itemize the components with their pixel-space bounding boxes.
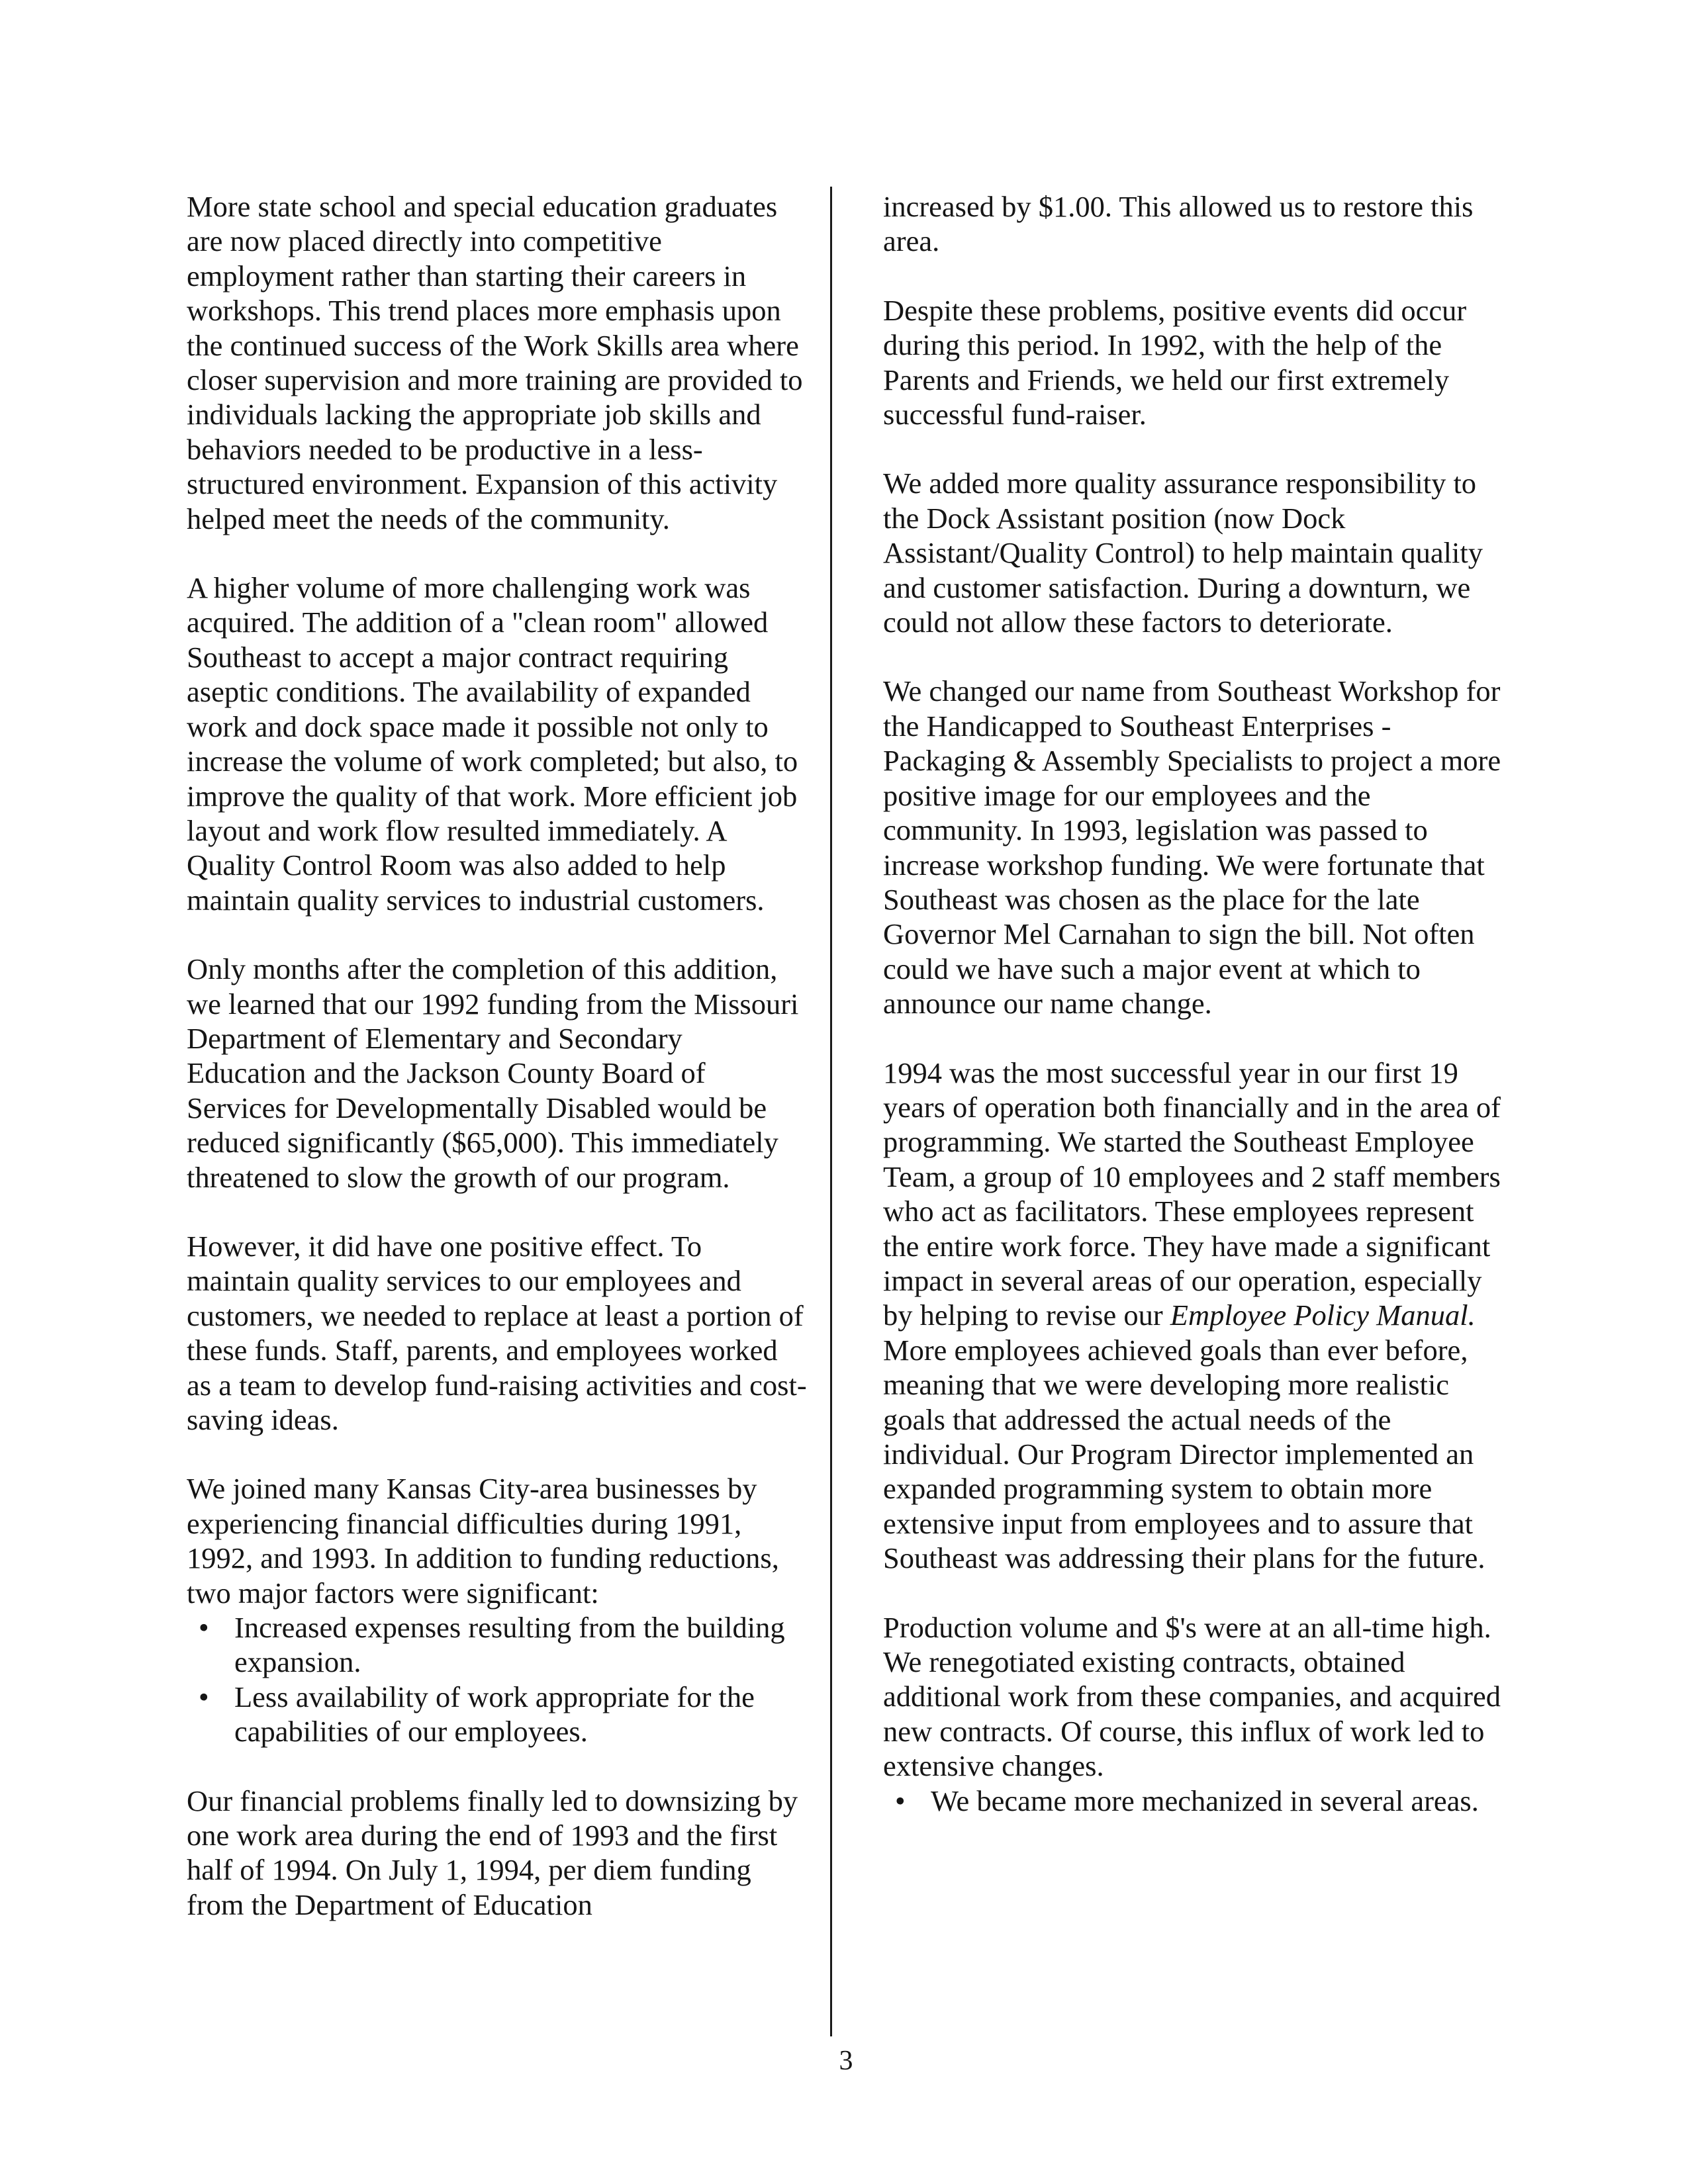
bullet-list-factors xyxy=(187,1610,809,1749)
left-column xyxy=(187,189,809,1956)
bullet-item: • We became more mechanized in several areas. xyxy=(883,1784,1505,1818)
bullet-item: • Increased expenses resulting from the building expansion. xyxy=(187,1610,809,1680)
paragraph-downsizing: Our financial problems finally led to downsizing by one work area during the end of 1993 and the first half of 1994. On July 1, 1994, per diem funding from the Department of Education xyxy=(187,1784,798,1921)
paragraph-funding-reduction: Only months after the completion of this addition, we learned that our 1992 funding from the Missouri Department of Elementary and Secondary Education and the Jackson County Board of Services for Developmentally Disabled would be reduced significantly ($65,000). This immediately threatened to slow the growth of our program. xyxy=(187,952,799,1194)
paragraph-fund-raiser: Despite these problems, positive events did occur during this period. In 1992, with the help of the Parents and Friends, we held our first extremely successful fund-raiser. xyxy=(883,293,1467,432)
bullet-item: • Less availability of work appropriate for the capabilities of our employees. xyxy=(187,1680,809,1749)
bullet-list-changes xyxy=(883,1784,1505,1818)
paragraph-name-change: We changed our name from Southeast Workshop for the Handicapped to Southeast Enterprises - Packaging & Assembly Specialists to project a more positive image for our employees and the community. In 1993, legislation was passed to increase workshop funding. We were fortunate that Southeast was chosen as the place for the late Governor Mel Carnahan to sign the bill. Not often could we have such a major event at which to announce our name change. xyxy=(883,674,1501,1021)
paragraph-production-volume: Production volume and $'s were at an all-time high. We renegotiated existing contracts, obtained additional work from these companies, and acquired new contracts. Of course, this influx of work led to extensive changes. xyxy=(883,1610,1501,1783)
right-column xyxy=(883,189,1505,1852)
paragraph-restore-area: increased by $1.00. This allowed us to restore this area. xyxy=(883,190,1474,258)
policy-manual-title: Employee Policy Manual. xyxy=(1170,1298,1476,1332)
page-number: 3 xyxy=(839,2046,853,2076)
paragraph-clean-room: A higher volume of more challenging work was acquired. The addition of a "clean room" allowed Southeast to accept a major contract requiring aseptic conditions. The availability of expanded work and dock space made it possible not only to increase the volume of work completed; but also, to improve the quality of that work. More efficient job layout and work flow resulted immediately. A Quality Control Room was also added to help maintain quality services to industrial customers. xyxy=(187,571,798,917)
column-divider xyxy=(830,187,832,2036)
paragraph-quality-assurance: We added more quality assurance responsibility to the Dock Assistant position (now Dock Assistant/Quality Control) to help maintain quality and customer satisfaction. During a downturn, we could not allow these factors to deteriorate. xyxy=(883,467,1483,639)
paragraph-financial-difficulties: We joined many Kansas City-area businesses by experiencing financial difficulties during 1991, 1992, and 1993. In addition to funding reductions, two major factors were significant: xyxy=(187,1472,779,1610)
paragraph-work-skills: More state school and special education graduates are now placed directly into competitive employment rather than starting their careers in workshops. This trend places more emphasis upon the continued success of the Work Skills area where closer supervision and more training are provided to individuals lacking the appropriate job skills and behaviors needed to be productive in a less-structured environment. Expansion of this activity helped meet the needs of the community. xyxy=(187,190,803,535)
paragraph-text: 1994 was the most successful year in our first 19 years of operation both financially and in the area of programming. We started the Southeast Employee Team, a group of 10 employees and 2 staff members who act as facilitators. These employees represent the entire work force. They have made a significant impact in several areas of our operation, especially by helping to revise our xyxy=(883,1056,1501,1332)
paragraph-positive-effect: However, it did have one positive effect. To maintain quality services to our employees and customers, we needed to replace at least a portion of these funds. Staff, parents, and employees worked as a team to develop fund-raising activities and cost-saving ideas. xyxy=(187,1229,807,1436)
paragraph-successful-year xyxy=(883,1056,1505,1576)
paragraph-text: More employees achieved goals than ever before, meaning that we were developing more realistic goals that addressed the actual needs of the individual. Our Program Director implemented an expanded programming system to obtain more extensive input from employees and to assure that Southeast was addressing their plans for the future. xyxy=(883,1333,1485,1575)
